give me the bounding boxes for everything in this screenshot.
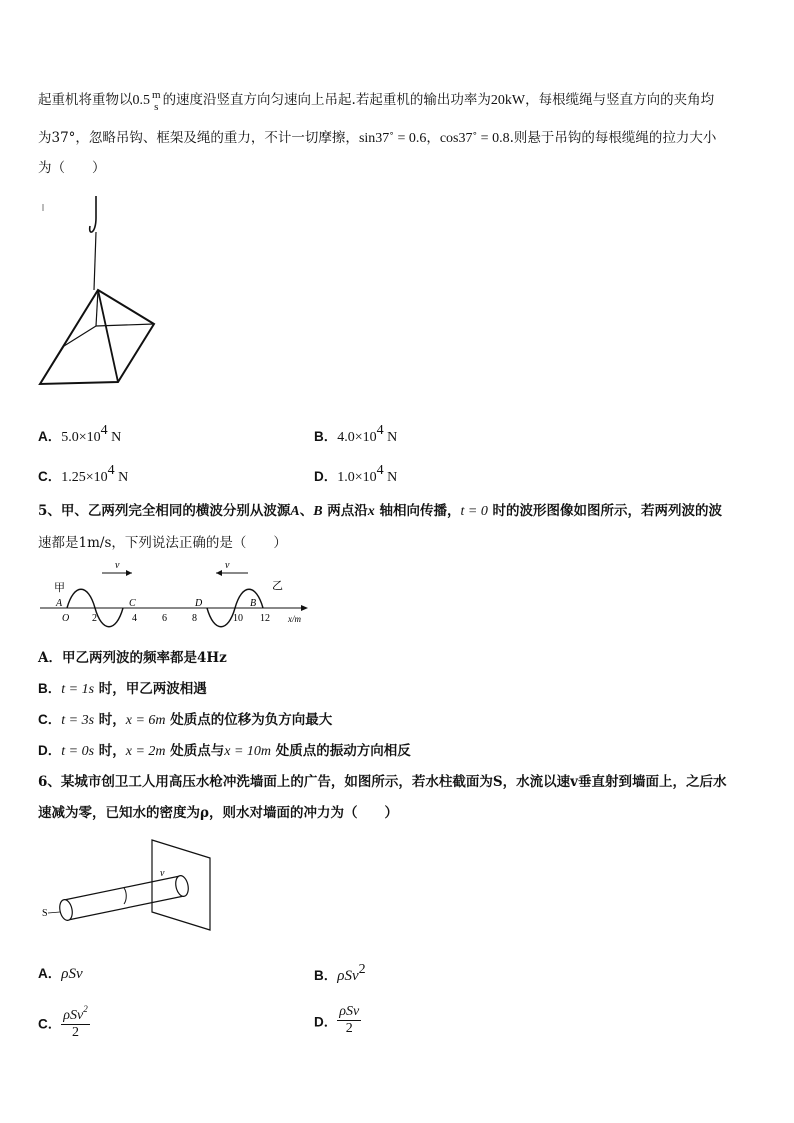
velocity-label-left: v — [115, 560, 120, 571]
point-b: B — [250, 598, 257, 609]
q4-stem-line3: 为（ ） — [38, 160, 106, 176]
q6-option-b[interactable]: B．ρSv$^2$ — [314, 962, 366, 984]
fraction-c: $\frac{\rho Sv^2}{2}$ — [63, 1004, 88, 1040]
q5-stem-line1: 5、甲、乙两列完全相同的横波分别从波源A、B 两点沿x 轴相向传播，t = 0 时的波形图像如图所示，若两列波的波 — [38, 503, 723, 519]
axis-label: x/m — [288, 614, 301, 624]
q6-option-a[interactable]: A．ρSv — [38, 966, 83, 982]
point-a: A — [56, 598, 63, 609]
q6-stem-line1: 6、某城市创卫工人用高压水枪冲洗墙面上的广告，如图所示，若水柱截面为S，水流以速v垂直射到墙面上，之后水 — [38, 774, 727, 790]
velocity-label-right: v — [225, 560, 230, 571]
q6-option-c[interactable]: C． $\frac{\rho Sv^2}{2}$ — [38, 1004, 88, 1040]
arrow-right-icon — [126, 570, 132, 576]
q4-option-a[interactable]: A．$5.0\times 10^4$ N — [38, 423, 122, 445]
speed-unit: m s — [152, 88, 161, 113]
tick-4: 4 — [132, 613, 137, 624]
tick-2: 2 — [92, 613, 97, 624]
q6-stem-line2: 速减为零，已知水的密度为ρ，则水对墙面的冲力为（ ） — [38, 805, 398, 821]
wave-label-jia: 甲 — [54, 582, 65, 594]
water-jet-figure — [38, 836, 218, 936]
arrow-left-icon — [216, 570, 222, 576]
q4-option-c[interactable]: C．$1.25\times 10^4$ N — [38, 463, 129, 485]
point-d: D — [195, 598, 203, 609]
q5-option-b[interactable]: B．t = 1s 时，甲乙两波相遇 — [38, 681, 207, 697]
sin-value: sin37˚ = 0.6 — [358, 131, 427, 146]
q5-option-a[interactable]: A．甲乙两列波的频率都是4Hz — [38, 650, 227, 666]
tick-o: O — [62, 613, 70, 624]
point-c: C — [129, 598, 136, 609]
q5-option-d[interactable]: D．t = 0s 时，x = 2m 处质点与x = 10m 处质点的振动方向相反 — [38, 743, 411, 759]
wave-label-yi: 乙 — [272, 580, 283, 592]
crane-hook-figure — [36, 196, 166, 392]
label-s: S — [42, 908, 48, 919]
q5-option-c[interactable]: C．t = 3s 时，x = 6m 处质点的位移为负方向最大 — [38, 712, 333, 728]
speed-value: 0.5 — [132, 93, 150, 108]
tick-10: 10 — [233, 613, 243, 624]
tick-12: 12 — [260, 613, 270, 624]
q4-option-b[interactable]: B．$4.0\times 10^4$ N — [314, 423, 398, 445]
cos-value: cos37˚ = 0.8 — [439, 131, 510, 146]
tick-8: 8 — [192, 613, 197, 624]
tick-6: 6 — [162, 613, 167, 624]
q4-option-d[interactable]: D．$1.0\times 10^4$ N — [314, 463, 398, 485]
wave-figure — [38, 558, 318, 632]
q5-stem-line2: 速都是1m/s，下列说法正确的是（ ） — [38, 535, 287, 551]
label-v: v — [160, 868, 165, 879]
q4-stem-line1: 起重机将重物以0.5 m s 的速度沿竖直方向匀速向上吊起.若起重机的输出功率为20kW，每根缆绳与竖直方向的夹角均 — [38, 88, 715, 113]
fraction-d: $\frac{\text{ρSv}}{2}$ — [339, 1004, 360, 1036]
q6-option-d[interactable]: D． $\frac{\text{ρSv}}{2}$ — [314, 1004, 360, 1036]
q4-stem-line2: 为37°，忽略吊钩、框架及绳的重力，不计一切摩擦，sin37˚ = 0.6，cos37˚ = 0.8.则悬于吊钩的每根缆绳的拉力大小 — [38, 130, 717, 146]
power-value: 20kW — [490, 93, 526, 108]
